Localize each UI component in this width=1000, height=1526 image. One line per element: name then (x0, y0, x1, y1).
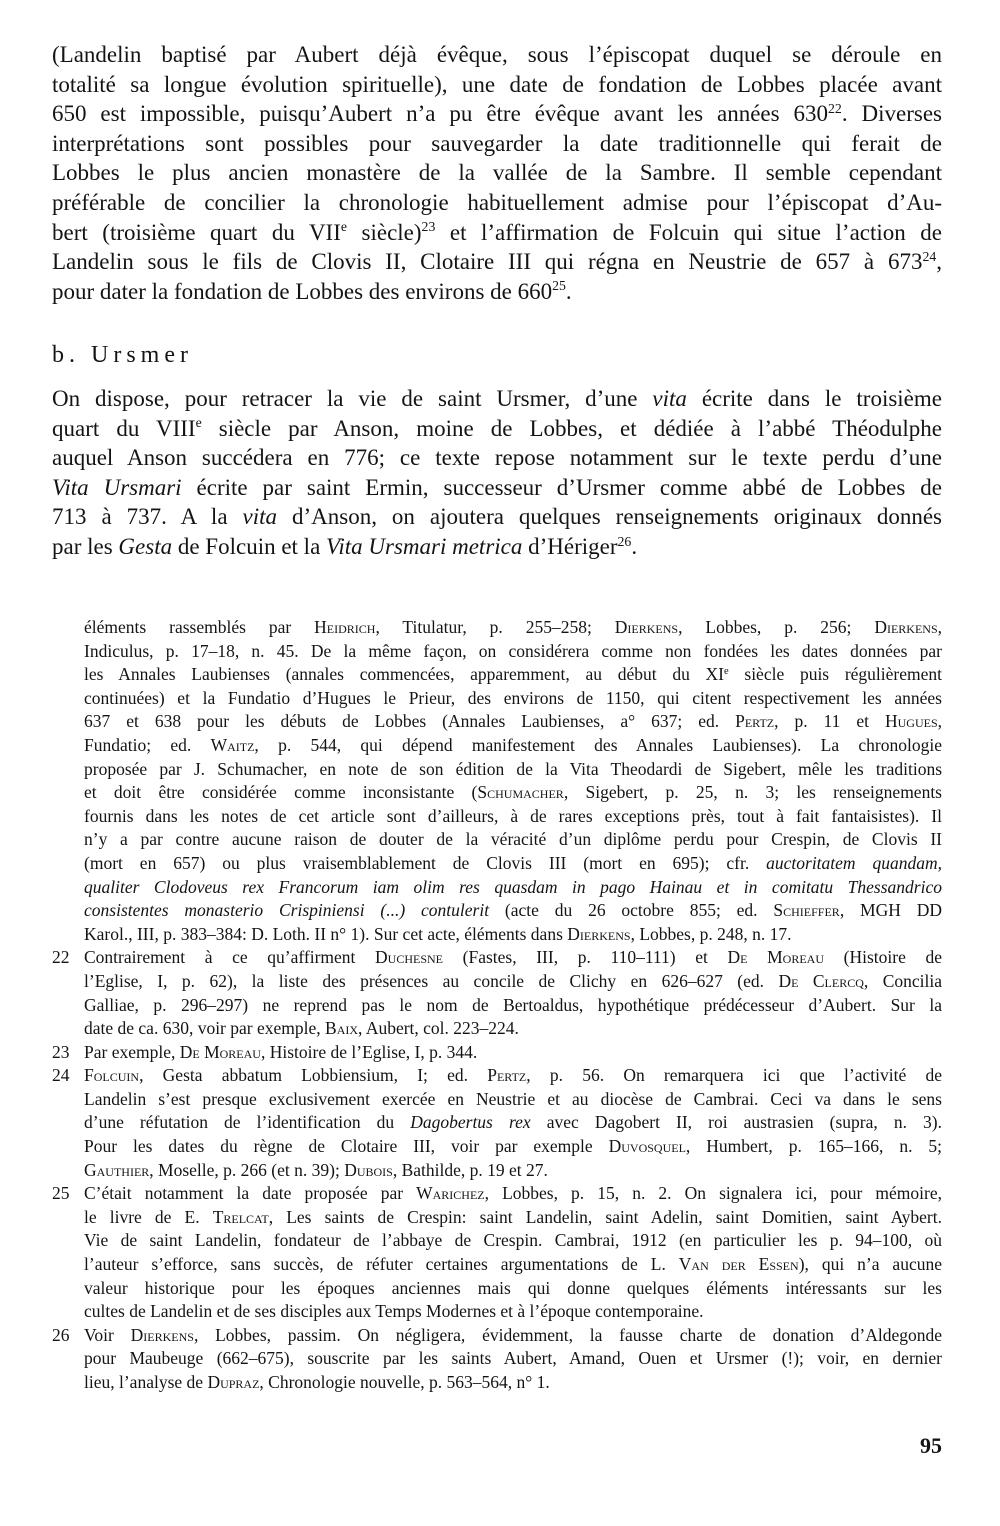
small-caps-name: Pertz (487, 1065, 527, 1086)
text-line (84, 1064, 942, 1088)
text-run: , Humbert, p. 165–166, n. 5; (685, 1136, 942, 1157)
text-run: proposée par J. Schumacher, en note de son édition de la Vita Theodardi de Sigebert, mêle les traditions (84, 758, 942, 779)
text-line (84, 828, 942, 852)
text-line (52, 414, 942, 444)
italic-text: Dagobertus rex (410, 1112, 531, 1133)
text-run: (Fastes, III, p. 110–111) et (443, 947, 728, 968)
footnote-24 (52, 1064, 942, 1182)
text-line (52, 129, 942, 159)
text-line (84, 640, 942, 664)
text-run: l’auteur s’efforce, sans succès, de réfuter certaines argumentations de L. (84, 1254, 679, 1275)
text-line (84, 1041, 942, 1065)
text-line (84, 923, 942, 947)
text-line (84, 1300, 942, 1324)
small-caps-name: Warichez (416, 1183, 485, 1204)
text-run: , p. 11 et (774, 711, 885, 732)
text-run: , MGH DD (839, 900, 942, 921)
text-run: par les (52, 533, 119, 559)
superscript: 25 (552, 278, 566, 294)
text-run: . (631, 533, 638, 559)
text-line (52, 99, 942, 129)
text-run: quart du VIII (52, 415, 196, 441)
text-line (84, 1324, 942, 1348)
text-line (52, 473, 942, 503)
text-line (84, 616, 942, 640)
superscript: 22 (828, 100, 842, 116)
text-line (84, 1135, 942, 1159)
footnote-number: 25 (52, 1183, 70, 1204)
text-run: , Lobbes, passim. On négligera, évidemment, la fausse charte de donation d’Aldegonde (193, 1324, 942, 1345)
small-caps-name: Pertz (735, 711, 775, 732)
text-line (84, 1253, 942, 1277)
text-line (84, 1277, 942, 1301)
paragraph-lobbes-foundation-date (52, 40, 942, 306)
text-run: Voir (84, 1324, 131, 1345)
small-caps-name: Waitz (210, 734, 255, 755)
text-line (52, 532, 942, 562)
text-run: C’était notamment la date proposée par (84, 1183, 417, 1204)
text-run: , p. 56. On remarquera ici que l’activité de (526, 1065, 942, 1086)
text-run: , Les saints de Crespin: saint Landelin, saint Adelin, saint Domitien, saint Aybert. (268, 1206, 942, 1227)
text-run: éléments rassemblés par (84, 617, 315, 637)
footnote-number: 22 (52, 947, 70, 968)
text-run: bert (troisième quart du VII (52, 219, 341, 245)
italic-text: vita (242, 504, 277, 530)
text-run: , Lobbes, p. 248, n. 17. (630, 923, 792, 944)
text-run: (Histoire de (824, 947, 942, 968)
text-run: (mort en 657) ou plus vraisemblablement de Clovis III (mort en 695); cfr. (84, 852, 767, 873)
text-line (84, 710, 942, 734)
text-run: Indiculus, p. 17–18, n. 45. De la même façon, on considérera comme non fondées les dates données par (84, 640, 942, 661)
small-caps-name: Heidrich (314, 617, 376, 637)
small-caps-name: Dupraz (207, 1372, 260, 1392)
text-run: . Diverses (841, 101, 942, 127)
text-run: préférable de concilier la chronologie habituellement admise pour l’épiscopat d’Au- (52, 189, 942, 215)
small-caps-name: Dierkens (567, 923, 631, 944)
text-run: Vie de saint Landelin, fondateur de l’abbaye de Crespin. Cambrai, 1912 (en particulier les p. 94–100, où (84, 1230, 942, 1251)
text-run: (acte du 26 octobre 855; ed. (489, 900, 774, 921)
text-run: d’Hériger (522, 533, 618, 559)
small-caps-name: Folcuin (84, 1065, 140, 1086)
text-run: pour Maubeuge (662–675), souscrite par les saints Aubert, Amand, Ouen et Ursmer (!); voir, en dernier (84, 1348, 942, 1369)
text-line (84, 734, 942, 758)
small-caps-name: Schumacher (477, 782, 564, 803)
text-run: , Concilia (863, 970, 943, 991)
text-run: auquel Anson succédera en 776; ce texte repose notamment sur le texte perdu d’une (52, 445, 942, 471)
small-caps-name: Hugues (885, 711, 938, 732)
footnote-continuation (52, 616, 942, 946)
text-run: , Chronologie nouvelle, p. 563–564, n° 1. (259, 1372, 550, 1392)
small-caps-name: Dierkens (130, 1324, 194, 1345)
text-run: siècle) (347, 219, 422, 245)
text-line (84, 1159, 942, 1183)
text-run: , (936, 249, 942, 275)
text-run: de Folcuin et la (172, 533, 327, 559)
text-run: Landelin sous le fils de Clovis II, Clotaire III qui régna en Neustrie de 657 à 673 (52, 249, 923, 275)
text-run: cultes de Landelin et de ses disciples aux Temps Modernes et à l’époque contemporaine. (84, 1301, 704, 1322)
text-line (84, 852, 942, 876)
text-run: 713 à 737. A la (52, 504, 243, 530)
italic-text: Vita Ursmari metrica (326, 533, 523, 559)
text-line (52, 277, 942, 307)
text-run: siècle puis régulièrement (728, 664, 942, 685)
text-line (52, 218, 942, 248)
text-run: d’une réfutation de l’identification du (84, 1112, 411, 1133)
text-line (84, 876, 942, 900)
text-line (84, 946, 942, 970)
text-line (84, 687, 942, 711)
text-run: Karol., III, p. 383–384: D. Loth. II n° 1). Sur cet acte, éléments dans (84, 923, 568, 944)
text-line (84, 1111, 942, 1135)
text-line (52, 384, 942, 414)
text-line (84, 781, 942, 805)
text-run: ), qui n’a aucune (798, 1254, 942, 1275)
text-run: n’y a par contre aucune raison de douter de la véracité d’un diplôme perdu pour Crespin, de Clovis II (84, 829, 942, 850)
small-caps-name: Dierkens (614, 617, 679, 637)
small-caps-name: Schieffer (773, 900, 840, 921)
text-run: valeur historique pour les époques anciennes mais qui donne quelques éléments intéressants sur les (84, 1277, 942, 1298)
page-number: 95 (920, 1433, 942, 1458)
footnote-23 (52, 1041, 942, 1065)
superscript: 23 (421, 219, 436, 235)
text-run: le livre de E. (84, 1206, 213, 1227)
text-line (84, 1347, 942, 1371)
text-line (84, 1088, 942, 1112)
superscript: 24 (922, 248, 937, 264)
text-line (52, 443, 942, 473)
footnote-22 (52, 946, 942, 1040)
small-caps-name: De Clercq (778, 970, 864, 991)
small-caps-name: Dierkens (874, 617, 938, 637)
text-run: fournis dans les notes de cet article sont d’ailleurs, à de rares exceptions près, tout à fait fantaisistes). Il (84, 805, 942, 826)
text-line (84, 899, 942, 923)
text-line (52, 188, 942, 218)
text-run: Pour les dates du règne de Clotaire III, voir par exemple (84, 1136, 609, 1157)
small-caps-name: De Moreau (727, 947, 824, 968)
text-run: Galliae, p. 296–297) ne reprend pas le nom de Bertoaldus, hypothétique prédécesseur d’Aubert. Sur la (84, 994, 942, 1015)
text-run: (Landelin baptisé par Aubert déjà évêque, sous l’épiscopat duquel se déroule en (52, 42, 942, 67)
small-caps-name: Duvosquel (608, 1136, 686, 1157)
italic-text: Gesta (118, 533, 173, 559)
text-line (52, 158, 942, 188)
italic-text: qualiter Clodoveus rex Francorum iam olim res quasdam in pago Hainau et in comitatu Thessandrico (84, 876, 942, 897)
text-run: , Lobbes, p. 15, n. 2. On signalera ici, pour mémoire, (484, 1183, 942, 1204)
footnote-25 (52, 1182, 942, 1324)
text-run: avec Dagobert II, roi austrasien (supra, n. 3). (530, 1112, 942, 1133)
text-run: date de ca. 630, voir par exemple, (84, 1018, 326, 1039)
small-caps-name: De Moreau (179, 1041, 261, 1062)
small-caps-name: Van der Essen (678, 1254, 799, 1275)
text-line (84, 805, 942, 829)
footnote-26 (52, 1324, 942, 1395)
text-run: les Annales Laubienses (annales commencées, apparemment, au début du XI (84, 664, 724, 685)
text-run: , Aubert, col. 223–224. (358, 1018, 519, 1039)
text-run: totalité sa longue évolution spirituelle), une date de fondation de Lobbes placée avant (52, 71, 942, 97)
text-line (84, 970, 942, 994)
text-run: et l’affirmation de Folcuin qui situe l’action de (435, 219, 942, 245)
text-line (52, 70, 942, 100)
text-run: Lobbes le plus ancien monastère de la vallée de la Sambre. Il semble cependant (52, 160, 942, 186)
text-run: lieu, l’analyse de (84, 1372, 208, 1392)
text-run: Fundatio; ed. (84, 734, 211, 755)
text-line (52, 40, 942, 70)
superscript: e (340, 219, 347, 235)
small-caps-name: Dubois (344, 1159, 393, 1180)
footnote-number: 26 (52, 1324, 70, 1345)
text-line (84, 1017, 942, 1041)
text-line (84, 1206, 942, 1230)
text-line (84, 758, 942, 782)
text-run: et doit être considérée comme inconsistante ( (84, 782, 478, 803)
text-run: , Lobbes, p. 256; (678, 617, 875, 637)
text-line (84, 994, 942, 1018)
small-caps-name: Gauthier (84, 1159, 150, 1180)
italic-text: auctoritatem quandam, (766, 852, 942, 873)
text-run: siècle par Anson, moine de Lobbes, et dédiée à l’abbé Théodulphe (201, 415, 942, 441)
italic-text: consistentes monasterio Crispiniensi (...) contulerit (84, 900, 490, 921)
footnote-number: 24 (52, 1065, 70, 1086)
small-caps-name: Trelcat (212, 1206, 269, 1227)
text-line (84, 1182, 942, 1206)
text-line (52, 247, 942, 277)
text-run: Contrairement à ce qu’affirment (84, 947, 376, 968)
text-run: , Gesta abbatum Lobbiensium, I; ed. (139, 1065, 488, 1086)
superscript: e (724, 665, 729, 677)
text-run: , Histoire de l’Eglise, I, p. 344. (260, 1041, 478, 1062)
text-run: , Bathilde, p. 19 et 27. (392, 1159, 548, 1180)
text-run: Landelin s’est presque exclusivement exercée en Neustrie et au diocèse de Cambrai. Ceci va dans le sens (84, 1088, 942, 1109)
footnote-number: 23 (52, 1041, 70, 1062)
text-run: l’Eglise, I, p. 62), la liste des présences au concile de Clichy en 626–627 (ed. (84, 970, 779, 991)
footnotes (52, 616, 942, 1395)
text-run: , Titulatur, p. 255–258; (375, 617, 615, 637)
text-line (52, 502, 942, 532)
text-run: interprétations sont possibles pour sauvegarder la date traditionnelle qui ferait de (52, 130, 942, 156)
text-run: écrite dans le troisième (686, 386, 942, 411)
text-run: Par exemple, (84, 1041, 180, 1062)
text-run: , (937, 711, 943, 732)
italic-text: vita (652, 386, 687, 411)
text-run: pour dater la fondation de Lobbes des environs de 660 (52, 278, 553, 304)
text-run: , p. 544, qui dépend manifestement des Annales Laubienses). La chronologie (254, 734, 943, 755)
text-run: 637 et 638 pour les débuts de Lobbes (Annales Laubienses, a° 637; ed. (84, 711, 736, 732)
text-run: 650 est impossible, puisqu’Aubert n’a pu être évêque avant les années 630 (52, 101, 829, 127)
text-line (84, 1371, 942, 1395)
small-caps-name: Baix (325, 1018, 359, 1039)
superscript: 26 (617, 533, 632, 549)
superscript: e (195, 415, 202, 431)
section-heading: b. Ursmer (52, 342, 193, 368)
text-run: continuées) et la Fundatio d’Hugues le Prieur, des environs de 1150, qui citent respectivement les années (84, 687, 942, 708)
text-run: . (565, 278, 572, 304)
text-run: écrite par saint Ermin, successeur d’Ursmer comme abbé de Lobbes de (181, 474, 942, 500)
text-run: , Sigebert, p. 25, n. 3; les renseignements (563, 782, 942, 803)
text-line (84, 663, 942, 687)
text-run: On dispose, pour retracer la vie de saint Ursmer, d’une (52, 386, 653, 411)
italic-text: Vita Ursmari (52, 474, 182, 500)
text-line (84, 1229, 942, 1253)
text-run: d’Anson, on ajoutera quelques renseignements originaux donnés (277, 504, 942, 530)
text-run: , Moselle, p. 266 (et n. 39); (149, 1159, 345, 1180)
text-run: , (937, 617, 942, 637)
small-caps-name: Duchesne (375, 947, 444, 968)
paragraph-ursmer-sources (52, 384, 942, 562)
